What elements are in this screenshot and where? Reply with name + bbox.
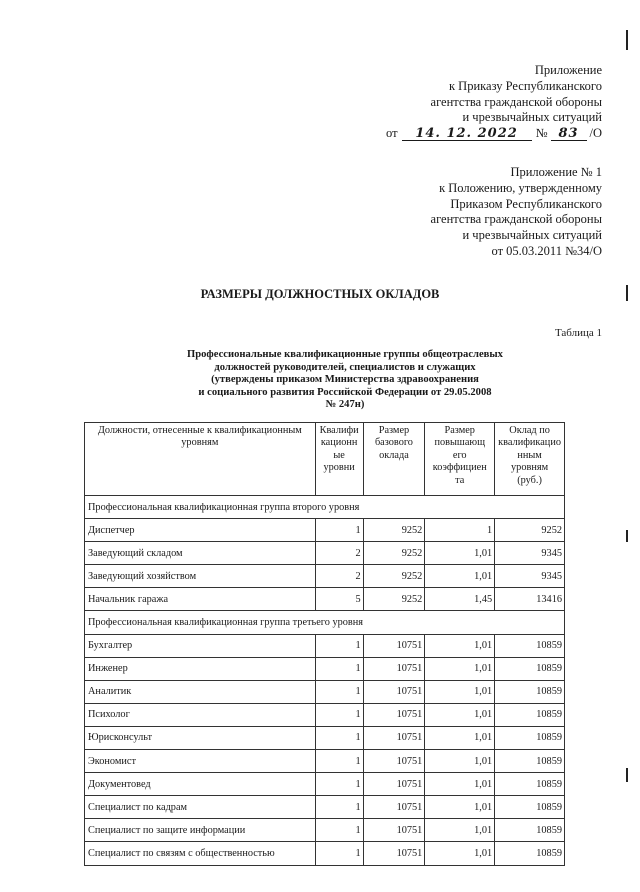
- cell-salary: 10859: [495, 796, 565, 819]
- cell-salary: 10859: [495, 819, 565, 842]
- cell-coefficient: 1,01: [425, 703, 495, 726]
- header-salary-by-level: Оклад по квалификацио нным уровням (руб.): [495, 423, 565, 496]
- cell-salary: 9345: [495, 565, 565, 588]
- cell-salary: 10859: [495, 726, 565, 749]
- table-row: [85, 703, 565, 726]
- cell-position: Документовед: [85, 773, 316, 796]
- group-row: [85, 496, 565, 519]
- table-row: [85, 588, 565, 611]
- table-row: [85, 796, 565, 819]
- appendix-regulation-line: Приложение № 1: [510, 165, 602, 179]
- table-row: [85, 750, 565, 773]
- appendix-order-line: Приложение: [534, 63, 602, 77]
- cell-position: Психолог: [85, 703, 316, 726]
- cell-coefficient: 1,01: [425, 565, 495, 588]
- table-row: [85, 842, 565, 865]
- table-row: [85, 519, 565, 542]
- cell-coefficient: 1,01: [425, 750, 495, 773]
- cell-coefficient: 1,01: [425, 796, 495, 819]
- cell-position: Инженер: [85, 657, 316, 680]
- cell-base: 10751: [363, 657, 425, 680]
- cell-coefficient: 1,01: [425, 819, 495, 842]
- handwritten-number: 83: [551, 127, 587, 141]
- cell-level: 2: [315, 542, 363, 565]
- cell-position: Юрисконсульт: [85, 726, 316, 749]
- appendix-order-line: к Приказу Республиканского: [448, 78, 602, 93]
- number-prefix: №: [535, 126, 548, 141]
- caption-line: (утверждены приказом Министерства здравоохранения: [211, 374, 479, 386]
- number-suffix: /О: [589, 126, 602, 141]
- scan-edge-mark: [626, 530, 628, 542]
- cell-salary: 9252: [495, 519, 565, 542]
- appendix-regulation-line: Приказом Республиканского: [450, 196, 602, 211]
- cell-level: 1: [315, 519, 363, 542]
- table-row: [85, 634, 565, 657]
- header-coefficient: Размер повышающ его коэффициен та: [425, 423, 495, 496]
- cell-base: 10751: [363, 773, 425, 796]
- cell-salary: 10859: [495, 703, 565, 726]
- appendix-regulation-line: к Положению, утвержденному: [439, 180, 602, 195]
- cell-coefficient: 1,01: [425, 657, 495, 680]
- cell-base: 10751: [363, 842, 425, 865]
- cell-salary: 13416: [495, 588, 565, 611]
- header-qualification-level: Квалифи кационн ые уровни: [315, 423, 363, 496]
- cell-level: 1: [315, 703, 363, 726]
- cell-base: 10751: [363, 634, 425, 657]
- cell-salary: 10859: [495, 773, 565, 796]
- caption-line: Профессиональные квалификационные группы общеотраслевых: [187, 349, 503, 360]
- cell-salary: 10859: [495, 842, 565, 865]
- cell-base: 10751: [363, 703, 425, 726]
- cell-position: Специалист по кадрам: [85, 796, 316, 819]
- cell-position: Заведующий складом: [85, 542, 316, 565]
- appendix-regulation-block: [431, 165, 602, 260]
- cell-level: 1: [315, 819, 363, 842]
- cell-coefficient: 1,01: [425, 542, 495, 565]
- cell-position: Экономист: [85, 750, 316, 773]
- cell-position: Специалист по защите информации: [85, 819, 316, 842]
- date-prefix: от: [386, 126, 398, 141]
- table-caption: [150, 349, 540, 412]
- cell-coefficient: 1,01: [425, 634, 495, 657]
- cell-salary: 9345: [495, 542, 565, 565]
- cell-level: 2: [315, 565, 363, 588]
- cell-coefficient: 1: [425, 519, 495, 542]
- cell-base: 9252: [363, 565, 425, 588]
- cell-base: 9252: [363, 588, 425, 611]
- cell-coefficient: 1,01: [425, 773, 495, 796]
- table-row: [85, 819, 565, 842]
- cell-level: 1: [315, 726, 363, 749]
- salary-table: [84, 422, 565, 866]
- table-row: [85, 565, 565, 588]
- appendix-regulation-line: от 05.03.2011 №34/О: [491, 243, 602, 258]
- cell-base: 10751: [363, 750, 425, 773]
- cell-position: Бухгалтер: [85, 634, 316, 657]
- cell-base: 10751: [363, 726, 425, 749]
- cell-coefficient: 1,01: [425, 726, 495, 749]
- caption-line: должностей руководителей, специалистов и служащих: [214, 361, 476, 373]
- cell-position: Аналитик: [85, 680, 316, 703]
- cell-salary: 10859: [495, 634, 565, 657]
- table-label: Таблица 1: [554, 327, 602, 339]
- cell-level: 1: [315, 680, 363, 703]
- order-date-number-line: [386, 126, 602, 142]
- appendix-regulation-line: и чрезвычайных ситуаций: [462, 228, 602, 243]
- appendix-regulation-line: агентства гражданской обороны: [430, 212, 602, 227]
- cell-level: 1: [315, 657, 363, 680]
- cell-position: Диспетчер: [85, 519, 316, 542]
- cell-base: 10751: [363, 819, 425, 842]
- cell-coefficient: 1,01: [425, 680, 495, 703]
- appendix-order-block: [386, 63, 602, 142]
- scan-edge-mark: [626, 30, 628, 50]
- table-row: [85, 773, 565, 796]
- cell-coefficient: 1,01: [425, 842, 495, 865]
- cell-position: Специалист по связям с общественностью: [85, 842, 316, 865]
- cell-coefficient: 1,45: [425, 588, 495, 611]
- handwritten-date: 14. 12. 2022: [402, 127, 532, 141]
- table-row: [85, 542, 565, 565]
- cell-level: 1: [315, 842, 363, 865]
- page-title: РАЗМЕРЫ ДОЛЖНОСТНЫХ ОКЛАДОВ: [200, 287, 440, 301]
- appendix-order-line: и чрезвычайных ситуаций: [462, 110, 602, 125]
- cell-base: 10751: [363, 680, 425, 703]
- appendix-order-line: агентства гражданской обороны: [430, 94, 602, 109]
- header-base-salary: Размер базового оклада: [363, 423, 425, 496]
- cell-salary: 10859: [495, 750, 565, 773]
- cell-position: Начальник гаража: [85, 588, 316, 611]
- cell-level: 5: [315, 588, 363, 611]
- cell-level: 1: [315, 634, 363, 657]
- table-row: [85, 680, 565, 703]
- cell-position: Заведующий хозяйством: [85, 565, 316, 588]
- scan-edge-mark: [626, 285, 628, 301]
- cell-base: 9252: [363, 519, 425, 542]
- cell-salary: 10859: [495, 657, 565, 680]
- cell-base: 9252: [363, 542, 425, 565]
- cell-level: 1: [315, 773, 363, 796]
- caption-line: и социального развития Российской Федерации от 29.05.2008: [198, 386, 492, 398]
- caption-line: № 247н): [325, 399, 365, 411]
- header-position: Должности, отнесенные к квалификационным уровням: [85, 423, 316, 496]
- scan-edge-mark: [626, 768, 628, 782]
- cell-level: 1: [315, 796, 363, 819]
- group-row: [85, 611, 565, 634]
- cell-salary: 10859: [495, 680, 565, 703]
- table-row: [85, 657, 565, 680]
- group-name: Профессиональная квалификационная группа третьего уровня: [85, 611, 565, 634]
- cell-base: 10751: [363, 796, 425, 819]
- table-header-row: [85, 423, 565, 496]
- group-name: Профессиональная квалификационная группа второго уровня: [85, 496, 565, 519]
- cell-level: 1: [315, 750, 363, 773]
- table-row: [85, 726, 565, 749]
